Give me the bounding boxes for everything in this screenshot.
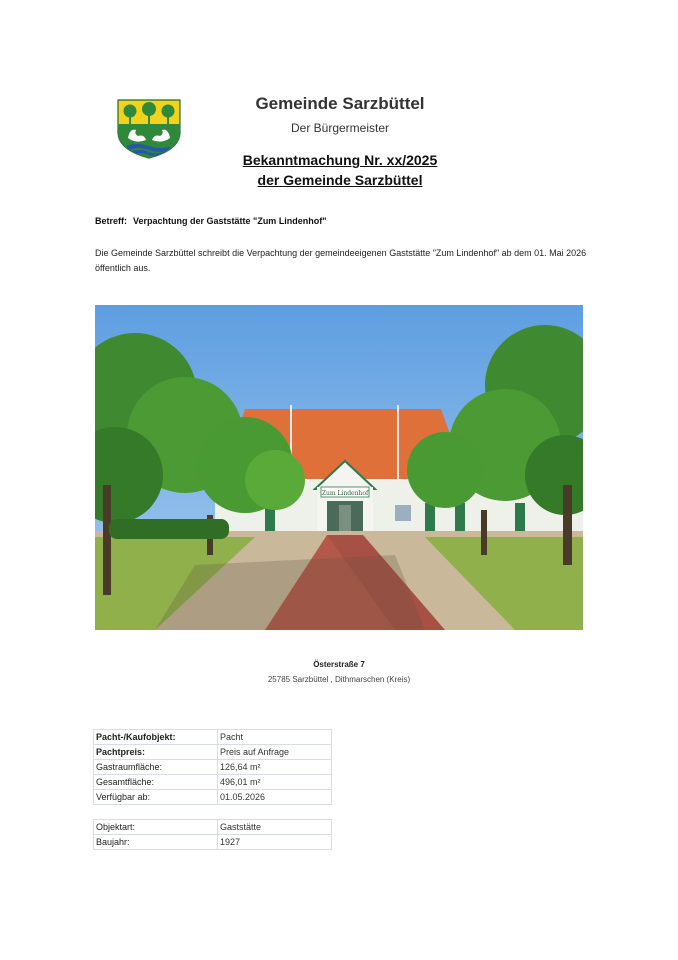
object-details-table <box>93 819 332 850</box>
table-row <box>94 745 332 760</box>
mayor-subtitle: Der Bürgermeister <box>290 121 390 135</box>
address-street: Österstraße 7 <box>313 660 365 669</box>
row-value: 496,01 m² <box>218 775 332 790</box>
row-key: Verfügbar ab: <box>94 790 218 805</box>
building-photo <box>95 305 583 630</box>
table-row <box>94 760 332 775</box>
table-row <box>94 790 332 805</box>
row-key: Pacht-/Kaufobjekt: <box>94 730 218 745</box>
row-key: Gastraumfläche: <box>94 760 218 775</box>
subject-text: Verpachtung der Gaststätte "Zum Lindenhof" <box>133 216 327 226</box>
table-row <box>94 775 332 790</box>
sign-text: Zum Lindenhof <box>321 490 369 497</box>
row-value: Gaststätte <box>218 820 332 835</box>
row-value: 1927 <box>218 835 332 850</box>
table-row <box>94 730 332 745</box>
row-value: Pacht <box>218 730 332 745</box>
address-city: 25785 Sarzbüttel , Dithmarschen (Kreis) <box>267 675 411 684</box>
property-details-table <box>93 729 332 805</box>
row-value: Preis auf Anfrage <box>218 745 332 760</box>
row-key: Gesamtfläche: <box>94 775 218 790</box>
notice-subtitle: der Gemeinde Sarzbüttel <box>257 172 423 188</box>
subject-label: Betreff: <box>95 216 128 226</box>
notice-title: Bekanntmachung Nr. xx/2025 <box>242 152 438 168</box>
table-row <box>94 835 332 850</box>
announcement-paragraph: Die Gemeinde Sarzbüttel schreibt die Verpachtung der gemeindeeigenen Gaststätte "Zum Lindenhof" ab dem 01. Mai 2026 öffentlich aus. <box>95 248 587 273</box>
row-key: Objektart: <box>94 820 218 835</box>
row-value: 01.05.2026 <box>218 790 332 805</box>
row-value: 126,64 m² <box>218 760 332 775</box>
subject-line <box>95 216 333 226</box>
row-key: Baujahr: <box>94 835 218 850</box>
crest-icon <box>116 98 182 160</box>
table-row <box>94 820 332 835</box>
row-key: Pachtpreis: <box>94 745 218 760</box>
municipality-name: Gemeinde Sarzbüttel <box>255 94 425 113</box>
